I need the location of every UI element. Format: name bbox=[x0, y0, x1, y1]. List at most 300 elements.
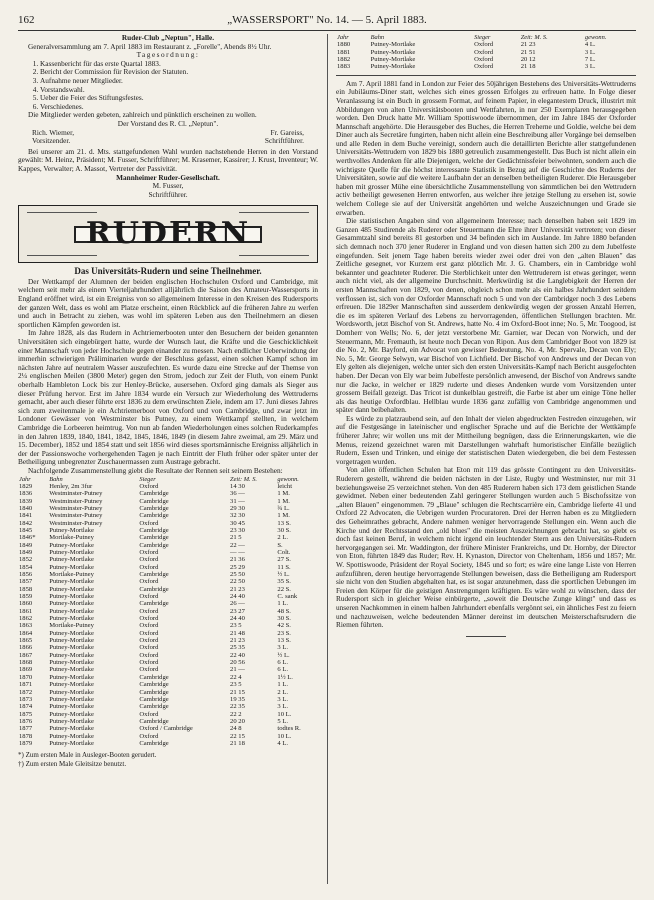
race-year: 1875 bbox=[19, 710, 33, 718]
race-course: Putney-Mortlake bbox=[49, 681, 94, 689]
race-time: 23 5 bbox=[230, 681, 242, 689]
race-margin: 6 L. bbox=[277, 659, 289, 667]
table-row bbox=[18, 622, 318, 629]
race-winner: Oxford bbox=[139, 519, 159, 527]
race-year: 1868 bbox=[19, 659, 33, 667]
club-title: Ruder-Club „Neptun", Halle. bbox=[121, 33, 215, 42]
race-year: 1859 bbox=[19, 593, 33, 601]
race-year: 1841 bbox=[19, 512, 33, 520]
race-time: 21 5 bbox=[230, 534, 242, 542]
race-course: Putney-Mortlake bbox=[49, 725, 94, 733]
agenda-item: 2. Bericht der Commission für Revision der Statuten. bbox=[40, 68, 318, 77]
race-year: 1829 bbox=[19, 482, 33, 490]
table-row bbox=[18, 512, 318, 519]
race-margin: 11 S. bbox=[277, 563, 291, 571]
race-course: Putney-Mortlake bbox=[370, 63, 416, 71]
race-time: 21 23 bbox=[230, 637, 245, 645]
race-margin: ½ L. bbox=[277, 571, 290, 578]
race-course: Putney-Mortlake bbox=[49, 637, 94, 645]
race-time: — — bbox=[230, 548, 245, 556]
race-year: 1852 bbox=[19, 556, 33, 564]
race-margin: 1 M. bbox=[277, 490, 290, 498]
race-year: 1882 bbox=[337, 56, 351, 64]
race-winner: Oxford bbox=[474, 48, 494, 56]
table-row bbox=[18, 711, 318, 718]
race-year: 1846* bbox=[19, 534, 36, 542]
race-margin: 1 L. bbox=[277, 600, 289, 608]
race-winner: Cambridge bbox=[139, 703, 169, 711]
agenda-item: 1. Kassenbericht für das erste Quartal 1883. bbox=[40, 60, 318, 69]
page-number: 162 bbox=[18, 14, 35, 26]
race-course: Westminster-Putney bbox=[49, 512, 103, 520]
race-margin: 6 L. bbox=[277, 666, 289, 674]
race-course: Putney-Mortlake bbox=[49, 548, 94, 556]
sig-right-name: Fr. Gareiss, bbox=[270, 127, 304, 137]
race-margin: 2 L. bbox=[277, 688, 289, 696]
race-winner: Oxford bbox=[139, 607, 159, 615]
board-line: Der Vorstand des R. Cl. „Neptun". bbox=[117, 118, 219, 128]
race-course: Putney-Mortlake bbox=[370, 48, 416, 56]
race-year: 1880 bbox=[337, 41, 351, 49]
race-year: 1874 bbox=[19, 703, 33, 711]
race-course: Henley, 2m 3fur bbox=[49, 482, 93, 490]
col-won-by: gewonn. bbox=[277, 475, 299, 483]
race-course: Putney-Mortlake bbox=[49, 629, 94, 637]
table-row bbox=[18, 520, 318, 527]
right-para-3: Es würde zu platzraubend sein, auf den Inhalt der vielen abgedruckten Festreden einzugehen, wir auf die Festgesänge in lateinischer und englischer Sprache und auf die Berichte der Wettkämpfe früherer Jahre; wir wollen uns mit der Mittheilung begnügen, dass die Erinnerungskarten, wie die Menus, reizend gezeichnet waren mit Darstellungen wahrhaft humoristischer Einfälle bezüglich Rudern, Essen und Trinken, und einige der statistischen Daten wiedergeben, die bei dem Festessen vorgetragen wurden. bbox=[336, 413, 636, 466]
race-winner: Oxford bbox=[139, 659, 159, 667]
race-margin: 48 S. bbox=[277, 607, 291, 615]
race-course: Putney-Mortlake bbox=[49, 585, 94, 593]
race-winner: Oxford bbox=[139, 637, 159, 645]
race-margin: 42 S. bbox=[277, 622, 291, 630]
race-year: 1865 bbox=[19, 637, 33, 645]
race-winner: Cambridge bbox=[139, 681, 169, 689]
race-winner: Cambridge bbox=[139, 600, 169, 608]
race-winner: Oxford bbox=[139, 482, 159, 490]
race-course: Putney-Mortlake bbox=[49, 556, 94, 564]
sig2-role: Schriftführer. bbox=[148, 189, 188, 199]
col-course: Bahn bbox=[370, 34, 385, 41]
race-margin: ¾ L. bbox=[277, 504, 290, 512]
race-time: 24 8 bbox=[230, 725, 242, 733]
race-course: Putney-Mortlake bbox=[49, 578, 94, 586]
race-winner: Oxford bbox=[139, 710, 159, 718]
race-margin: 30 S. bbox=[277, 526, 291, 534]
race-winner: Oxford bbox=[139, 593, 159, 601]
race-year: 1872 bbox=[19, 688, 33, 696]
race-margin: S. bbox=[277, 541, 283, 549]
race-course: Putney-Mortlake bbox=[49, 600, 94, 608]
race-year: 1870 bbox=[19, 673, 33, 681]
race-margin: 10 L. bbox=[277, 732, 292, 740]
race-time: 23 30 bbox=[230, 526, 245, 534]
race-winner: Oxford bbox=[474, 63, 494, 71]
race-time: 22 15 bbox=[230, 732, 245, 740]
table-row bbox=[18, 564, 318, 571]
race-rows bbox=[18, 483, 318, 747]
table-row bbox=[336, 56, 636, 63]
race-winner: Oxford bbox=[139, 622, 159, 630]
race-time: 21 36 bbox=[230, 556, 245, 564]
race-margin: 1 M. bbox=[277, 512, 290, 520]
table-row bbox=[18, 666, 318, 673]
race-time: 21 51 bbox=[520, 48, 536, 56]
col-winner: Sieger bbox=[139, 475, 156, 483]
race-year: 1878 bbox=[19, 732, 33, 740]
race-year: 1862 bbox=[19, 615, 33, 623]
race-margin: Colt. bbox=[277, 548, 291, 556]
table-row bbox=[18, 674, 318, 681]
race-time: 30 45 bbox=[230, 519, 245, 527]
col-year: Jahr bbox=[337, 34, 349, 41]
race-winner: Cambridge bbox=[139, 490, 169, 498]
agenda-heading: Tagesordnung: bbox=[136, 50, 200, 60]
right-column bbox=[336, 34, 636, 643]
race-course: Putney-Mortlake bbox=[49, 659, 94, 667]
race-margin: 13 S. bbox=[277, 637, 291, 645]
race-year: 1877 bbox=[19, 725, 33, 733]
race-time: 20 56 bbox=[230, 659, 245, 667]
race-course: Putney-Mortlake bbox=[370, 56, 416, 64]
table-row bbox=[18, 740, 318, 747]
footnote-2: †) Zum ersten Male Gleitsitze benutzt. bbox=[18, 759, 127, 768]
agenda-item: 5. Ueber die Feier des Stiftungsfestes. bbox=[40, 94, 318, 103]
race-margin: 5 L. bbox=[277, 717, 289, 725]
club-intro: Generalversammlung am 7. April 1883 im Restaurant z. „Forelle", Abends 8½ Uhr. bbox=[28, 41, 272, 51]
banner-ornament-left bbox=[27, 212, 97, 256]
race-margin: 22 S. bbox=[277, 585, 291, 593]
race-time: 21 23 bbox=[520, 41, 536, 49]
race-margin: todtes R. bbox=[277, 725, 301, 733]
race-winner: Oxford bbox=[139, 651, 159, 659]
race-winner: Cambridge bbox=[139, 571, 169, 578]
table-row bbox=[18, 637, 318, 644]
race-winner: Oxford bbox=[139, 732, 159, 740]
race-margin: 1½ L. bbox=[277, 673, 293, 681]
column-divider bbox=[327, 34, 328, 884]
race-time: 21 18 bbox=[230, 739, 245, 747]
right-para-1: Am 7. April 1881 fand in London zur Feier des 50jährigen Bestehens des Universitäts-Wettruderns ein Jubiläums-Diner statt, welches sich eines grossen Erfolges zu erfreuen hatte. In Folge dieser Veranlassung ist ein Buch in grossem Format, auf feinem Papier, in elegantestem Druck, illustrirt mit Abbildungen von alten Universitätsbooten und Wettfahrten, in nur 250 Exemplaren herausgegeben worden. Den Druck hatte Mr. William Spottiswoode übernommen, der im Jahre 1845 der Oxforder Mannschaft angehörte. Die Herausgeber des Buches, die Herren Treherne und Goldie, welche bei dem Diner auch als Secretäre fungirten, haben nicht allein eine Beschreibung aller Vorgänge bei demselben und alle Reden in dem Buche vereinigt, sondern auch die detaillirten Berichte aller stattgefundenen Universitäts-Wettrudern von 1829 bis 1880 getreulich zusammengestellt. Das Buch ist nicht allein ein werthvolles Andenken für alle Diejenigen, welche der Gedächtnissfeier beiwohnten, sondern auch die wichtigste Quelle für die höchst interessante Statistik in Bezug auf die Geschichte des Ruderns der Universitäten, sowie auf die weitere Laufbahn der an denselben betheiligten Ruderer. Die Herausgeber haben mit grosser Mühe eine übersichtliche Zusammenstellung von sämmtlichen bei den Wettrudern activ betheiligt gewesenen Herren entworfen, aus welcher ihre jetzige Stellung zu ersehen ist, sowie welchem College sie auf der Universität angehörten und welche Auszeichnungen und Grade sie erwarben. bbox=[336, 78, 636, 217]
race-year: 1863 bbox=[19, 622, 33, 630]
race-time: 21 23 bbox=[230, 585, 245, 593]
race-winner: Oxford bbox=[474, 41, 494, 49]
race-year: 1840 bbox=[19, 504, 33, 512]
footnote-1: *) Zum ersten Male in Ausleger-Booten gerudert. bbox=[18, 751, 157, 760]
agenda-list bbox=[18, 60, 318, 112]
race-year: 1866 bbox=[19, 644, 33, 652]
race-margin: 23 S. bbox=[277, 629, 291, 637]
race-course: Mortlake-Putney bbox=[49, 534, 94, 542]
race-course: Westminster-Putney bbox=[49, 504, 103, 512]
table-row bbox=[18, 498, 318, 505]
race-winner: Cambridge bbox=[139, 717, 169, 725]
table-row bbox=[18, 578, 318, 585]
race-winner: Cambridge bbox=[139, 534, 169, 542]
race-time: 24 40 bbox=[230, 615, 245, 623]
race-margin: 3 L. bbox=[584, 63, 596, 71]
col-time: Zeit: M. S. bbox=[520, 34, 548, 41]
table-row bbox=[18, 615, 318, 622]
table-row bbox=[18, 549, 318, 556]
table-row bbox=[336, 63, 636, 70]
article-para-1: Der Wettkampf der Alumnen der beiden englischen Hochschulen Oxford und Cambridge, mit welchem seit mehr als einem Vierteljahrhundert alljährlich die Saison des Amateur-Wassersports in England eröffnet wird, ist ein Ereigniss von so allgemeinem Interesse in den Kreisen des Rudersports der ganzen Welt, dass es wohl am Platze erscheint, einen Rückblick auf die früheren Jahre zu werfen und auch in Betracht zu ziehen, was wohl im späteren Leben aus den Theilnehmern an diesen sportlichen Kämpfen geworden ist. bbox=[18, 276, 318, 329]
table-row bbox=[336, 41, 636, 48]
race-time: 21 48 bbox=[230, 629, 245, 637]
race-course: Putney-Mortlake bbox=[49, 673, 94, 681]
race-margin: 30 S. bbox=[277, 615, 291, 623]
sig-right-role: Schriftführer. bbox=[264, 136, 304, 146]
race-time: 22 50 bbox=[230, 578, 245, 586]
race-course: Putney-Mortlake bbox=[49, 732, 94, 740]
right-para-2: Die statistischen Angaben sind von allgemeinem Interesse; nach denselben haben seit 1829 im Ganzen 485 Studirende als Ruderer oder Steuermann die Ehre ihrer Universität vertreten; von dieser Gesammtzahl sind bereits 81 gestorben und 34 befinden sich im Auslande. Im Jahre 1880 befanden sich demnach noch 370 jener Ruderer in England und von diesen hatten sich 200 zu dem Jubelfeste eingefunden. Seit jenem Tage haben bereits wieder zwei oder drei von den „alten Blauen" das Zeitliche gesegnet, vor Kurzem erst ganz plötzlich Mr. J. G. Chambers, ein in Cambridge wohl bekannter und geachteter Ruderer. Die Sterblichkeit unter den Wettruderern ist etwas geringer, wenn auch nicht viel, als der allgemeine Durchschnitt. Merkwürdig ist die Langlebigkeit der Herren der ersten Mannschaften von 1829, von denen, obgleich schon mehr als ein halbes Jahrhundert seitdem verflossen ist, sich von der Oxforder Mannschaft noch 5 und von der Cambridger noch 3 des Lebens erfreuen. Die 1829er Mannschaften sind ausserdem denkwürdig wegen der grossen Anzahl Herren, die es im späteren Verlauf des Lebens zu hervorragenden, öffentlichen Stellungen brachten. Mr. Wordsworth, jetzt Bischof von St. Andrews, hatte No. 4 im Oxford-Boot inne; No. 5, Mr. Toogood, ist Domherr von Wells; No. 6, der jetzt verstorbene Mr. Garnier, war Decan von Norwich, und der Steuermann, Mr. Fremauth, ist heute noch Decan von Ripon. Aus dem Cambridger Boot von 1829 ist die No. 2, Mr. Bayford, ein Advocat von gewisser Bedeutung, No. 4, Mr. Spervale, Decan von Ely; No. 5, Mr. George Selwyn, war Bischof von Lichfield. Der Bischof von Andrews und der Decan von Ely gelten als diejenigen, welche unter sich den ersten Universitäts-Kampf nach Bericht ausgefochten haben. Der Decan von Ely war beim Jubelfeste persönlich anwesend, der Bischof von Andrews sandte nur die Jacke, in welcher er 1829 ruderte und dieses Andenken wurde vom Vorsitzenden unter grossem Beifall gezeigt. Das Tricot ist dunkelblau gestreift, die Farbe ist aber um einige Töne heller als das heutige Oxfordblau. Hellblau wurde 1836 ganz zufällig von Cambridge angenommen und später dann beibehalten. bbox=[336, 216, 636, 415]
race-time: 29 30 bbox=[230, 504, 245, 512]
table-row bbox=[18, 659, 318, 666]
race-year: 1876 bbox=[19, 717, 33, 725]
race-winner: Oxford bbox=[139, 556, 159, 564]
table-header-row bbox=[18, 476, 318, 483]
race-winner: Oxford bbox=[139, 615, 159, 623]
table-row bbox=[18, 586, 318, 593]
race-winner: Oxford bbox=[139, 578, 159, 586]
race-year: 1857 bbox=[19, 578, 33, 586]
race-winner: Oxford / Cambridge bbox=[139, 725, 193, 733]
race-time: 31 — bbox=[230, 497, 245, 505]
race-year: 1858 bbox=[19, 585, 33, 593]
table-row bbox=[18, 703, 318, 710]
race-year: 1849 bbox=[19, 548, 33, 556]
race-course: Putney-Mortlake bbox=[49, 526, 94, 534]
article-para-3: Nachfolgende Zusammenstellung giebt die Resultate der Rennen seit seinem Bestehen: bbox=[28, 465, 283, 475]
race-course: Putney-Mortlake bbox=[49, 541, 94, 549]
race-time: 21 15 bbox=[230, 688, 245, 696]
race-time: 20 12 bbox=[520, 56, 536, 64]
race-margin: leicht bbox=[277, 482, 293, 490]
table-row bbox=[18, 527, 318, 534]
race-course: Putney-Mortlake bbox=[49, 593, 94, 601]
col-course: Bahn bbox=[49, 475, 63, 483]
col-time: Zeit: M. S. bbox=[230, 475, 258, 483]
table-row bbox=[18, 696, 318, 703]
race-year: 1881 bbox=[337, 48, 351, 56]
race-year: 1842 bbox=[19, 519, 33, 527]
race-year: 1879 bbox=[19, 739, 33, 747]
race-year: 1867 bbox=[19, 651, 33, 659]
table-row bbox=[18, 483, 318, 490]
agenda-item: 3. Aufnahme neuer Mitglieder. bbox=[40, 77, 318, 86]
race-year: 1869 bbox=[19, 666, 33, 674]
table-rule bbox=[336, 75, 636, 76]
race-margin: C. sank bbox=[277, 593, 298, 601]
race-year: 1836 bbox=[19, 490, 33, 498]
race-margin: 27 S. bbox=[277, 556, 291, 564]
race-course: Putney-Mortlake bbox=[49, 563, 94, 571]
race-winner: Oxford bbox=[139, 563, 159, 571]
race-course: Westminster-Putney bbox=[49, 490, 103, 498]
race-winner: Cambridge bbox=[139, 541, 169, 549]
page-header bbox=[18, 14, 636, 28]
race-time: 21 18 bbox=[520, 63, 536, 71]
race-margin: 10 L. bbox=[277, 710, 292, 718]
header-rule bbox=[18, 30, 636, 31]
race-margin: 7 L. bbox=[584, 56, 596, 64]
table-row bbox=[336, 49, 636, 56]
race-time: 23 5 bbox=[230, 622, 242, 630]
race-results-table-continued bbox=[336, 34, 636, 71]
race-year: 1860 bbox=[19, 600, 33, 608]
end-rule bbox=[466, 636, 506, 637]
race-course: Putney-Mortlake bbox=[49, 607, 94, 615]
race-course: Mortlake-Putney bbox=[49, 571, 94, 578]
right-para-4: Von allen öffentlichen Schulen hat Eton mit 119 das grösste Contingent zu den Universitäts-Ruderern gestellt, während die beiden nächsten in der Liste, Rugby und Westminster, nur mit 31 beziehungsweise 25 verzeichnet stehen. Von den 485 Ruderern haben sich 173 dem geistlichen Stande gewidmet. Neben einer bedeutenden Zahl geringerer Stellungen wurden auch 5 Bischofssitze von „alten Blauen" eingenommen. 79 „Blaue" schlugen die Rechtscarrière ein, Cambridge lieferte 41 und Oxford 22 Advocaten, die Uebrigen wurden Procuratoren. Drei der Herren haben es zu Mitgliedern des Geheimrathes gebracht, Andere nahmen weniger hervorragende Stellungen ein. Wenn auch die Kirche und der Rechtsstand den „old blues" die meisten Auszeichnungen gebracht hat, so giebt es doch fast keinen Beruf, in welchem nicht irgend ein leuchtender Stern aus den Universitäts-Rudern hervorgegangen sei. Mr. Waddington, der frühere Minister Frankreichs, und Dr. Hornby, der Director von Eton, führten 1849 das Ruder; Rev. H. Kynaston, Director von Cheltenham, 1856 und 1857; Mr. W. Spottiswoode, Präsident der Royal Society, 1845 und so fort; es wäre eine lange Liste von Herren aufzuführen, deren heutige hervorragende Stellungen beweisen, dass die Betheiligung am Rudersport sie nicht von den Studien abgehalten hat, es ist sogar anzunehmen, dass die sportlichen Uebungen im Freien den Körper für die geistigen Anstrengungen kräftigten. Es wäre wohl zu wünschen, dass der Rudersport sich in gleicher Weise einbürgerte, „soweit die Deutsche Zunge klingt" und dass es unseren Nachkommen in einem halben Jahrhundert ebenfalls vergönnt sei, ein ähnliches Fest zu feiern und nachzuweisen, welche bedeutenden Männer dereinst im deutschen Meisterschaftsrudern die Riemen führten. bbox=[336, 465, 636, 630]
race-course: Putney-Mortlake bbox=[49, 739, 94, 747]
article-title: Das Universitäts-Rudern und seine Theilnehmer. bbox=[74, 266, 262, 277]
table-row bbox=[18, 593, 318, 600]
race-results-table bbox=[18, 476, 318, 748]
race-time: 22 2 bbox=[230, 710, 242, 718]
race-time: 23 27 bbox=[230, 607, 245, 615]
rudern-banner bbox=[18, 205, 318, 263]
banner-word: RUDERN bbox=[74, 226, 262, 243]
race-winner: Oxford bbox=[139, 644, 159, 652]
table-row bbox=[18, 608, 318, 615]
sig-left-role: Vorsitzender. bbox=[32, 136, 71, 146]
race-course: Putney-Mortlake bbox=[49, 644, 94, 652]
race-course: Westminster-Putney bbox=[49, 519, 103, 527]
race-course: Putney-Mortlake bbox=[49, 703, 94, 711]
race-margin: 1 L. bbox=[277, 681, 289, 689]
race-time: 21 — bbox=[230, 666, 245, 674]
race-margin: 13 S. bbox=[277, 519, 291, 527]
race-time: 32 30 bbox=[230, 512, 245, 520]
table-row bbox=[18, 725, 318, 732]
table-row bbox=[18, 652, 318, 659]
race-winner: Oxford bbox=[139, 666, 159, 674]
agenda-item: 4. Vorstandswahl. bbox=[40, 86, 318, 95]
race-time: 20 20 bbox=[230, 717, 245, 725]
table-header-row bbox=[336, 34, 636, 41]
race-winner: Cambridge bbox=[139, 512, 169, 520]
race-time: 25 35 bbox=[230, 644, 245, 652]
society-name: Mannheimer Ruder-Gesellschaft. bbox=[116, 172, 220, 182]
election-text: Bei unserer am 21. d. Mts. stattgefundenen Wahl wurden nachstehende Herren in den Vorstand gewählt: M. Heinz, Präsident; M. Fusser, Schriftführer; M. Krasemer, Kassirer; J. Krust, Inventeur; W. Kappes, Verwalter; A. Massot, Vertreter der Passivität. bbox=[18, 146, 318, 173]
table-row bbox=[18, 571, 318, 578]
race-winner: Cambridge bbox=[139, 673, 169, 681]
race-time: 19 35 bbox=[230, 695, 245, 703]
table-row bbox=[18, 733, 318, 740]
race-winner: Cambridge bbox=[139, 504, 169, 512]
race-time: 36 — bbox=[230, 490, 245, 498]
race-course: Putney-Mortlake bbox=[49, 695, 94, 703]
race-course: Putney-Mortlake bbox=[370, 41, 416, 49]
race-winner: Cambridge bbox=[139, 739, 169, 747]
race-course: Putney-Mortlake bbox=[49, 717, 94, 725]
race-winner: Oxford bbox=[474, 56, 494, 64]
race-year: 1854 bbox=[19, 563, 33, 571]
race-year: 1873 bbox=[19, 695, 33, 703]
col-winner: Sieger bbox=[474, 34, 491, 41]
race-margin: 2 L. bbox=[277, 534, 289, 542]
race-margin: 1 M. bbox=[277, 497, 290, 505]
race-year: 1845 bbox=[19, 526, 33, 534]
table-row bbox=[18, 681, 318, 688]
agenda-item: 6. Verschiedenes. bbox=[40, 103, 318, 112]
banner-ornament-right bbox=[239, 212, 309, 256]
left-column bbox=[18, 34, 318, 768]
race-margin: 4 L. bbox=[584, 41, 596, 49]
race-margin: 3 L. bbox=[277, 703, 289, 711]
race-time: 24 40 bbox=[230, 593, 245, 601]
table-row bbox=[18, 534, 318, 541]
col-won-by: gewonn. bbox=[584, 34, 607, 41]
race-course: Putney-Mortlake bbox=[49, 688, 94, 696]
race-margin: 3 L. bbox=[584, 48, 596, 56]
sig-left-name: Rich. Wiemer, bbox=[32, 127, 75, 137]
race-winner: Oxford bbox=[139, 629, 159, 637]
race-margin: ½ L. bbox=[277, 651, 290, 659]
race-margin: 35 S. bbox=[277, 578, 291, 586]
race-course: Putney-Mortlake bbox=[49, 651, 94, 659]
race-course: Putney-Mortlake bbox=[49, 710, 94, 718]
race-year: 1839 bbox=[19, 497, 33, 505]
table-row bbox=[18, 644, 318, 651]
race-course: Mortlake-Putney bbox=[49, 622, 94, 630]
col-year: Jahr bbox=[19, 475, 31, 483]
race-year: 1849 bbox=[19, 541, 33, 549]
signature-roles bbox=[18, 137, 318, 146]
table-row bbox=[18, 718, 318, 725]
table-row bbox=[18, 542, 318, 549]
race-time: 22 40 bbox=[230, 651, 245, 659]
race-time: 22 35 bbox=[230, 703, 245, 711]
race-margin: 3 L. bbox=[277, 695, 289, 703]
sig2-name: M. Fusser, bbox=[152, 181, 184, 191]
race-winner: Cambridge bbox=[139, 688, 169, 696]
race-course: Putney-Mortlake bbox=[49, 615, 94, 623]
race-winner: Cambridge bbox=[139, 585, 169, 593]
table-row bbox=[18, 556, 318, 563]
race-course: Putney-Mortlake bbox=[49, 666, 94, 674]
race-winner: Cambridge bbox=[139, 695, 169, 703]
race-time: 25 29 bbox=[230, 563, 245, 571]
race-winner: Oxford bbox=[139, 548, 159, 556]
article-para-2: Im Jahre 1828, als das Rudern in Achtriemerbooten unter den Besuchern der beiden genannten Universitäten sich eingebürgert hatte, wurde der Wunsch laut, die Kräfte und die Geschicklichkeit einer Mannschaft von jeder Hochschule gegen einander zu messen. Nach endlicher Ueberwindung der immerhin schwierigen Präliminarien wurde der Beschluss gefasst, einen solchen Kampf schon im nächsten Jahre auf neutralem Wasser auszufechten. Es wurde dazu eine Strecke auf der Themse von 2¼ englischen Meilen (3800 Meter) gegen den Strom, jedoch zur Zeit der Fluth, von einem Punkt oberhalb Hambleton Lock bis zur Henley-Brücke, ausersehen. Oxford ging damals als Sieger aus dieser Prüfung hervor. Erst im Jahre 1834 wurde ein Versuch zur Wiederholung des Wettruderns gemacht, aber auch dieser führte erst 1836 zu dem erwünschten Ziele, indem am 17. Juni dieses Jahres sich zum zweitenmale je ein Achtriemerboot von Oxford und von Cambridge, und zwar jetzt im Londoner Gewässer von Westminster bis Putney, zu einem Wettkampf stellten, in welchem Cambridge die Lorbeeren heimtrug. Von nun ab fanden Wiederholungen eines solchen Ruderkampfes in den Jahren 1839, 1840, 1841, 1842, 1845, 1846, 1849 (in diesem Jahre zweimal, am 29. März und 15. December), 1852 und 1854 statt und seit 1856 wird dieses sportsmännische Ereigniss alljährlich in der der Passionswoche vorhergehenden Tagen je nach Eintritt der Fluth früher oder später unter der Betheiligung unbegrenzter Zuschauermassen zum Austrage gebracht. bbox=[18, 328, 318, 467]
race-year: 1871 bbox=[19, 681, 33, 689]
table-row bbox=[18, 505, 318, 512]
race-winner: Cambridge bbox=[139, 497, 169, 505]
race-time: 14 30 bbox=[230, 482, 245, 490]
race-margin: 3 L. bbox=[277, 644, 289, 652]
table-row bbox=[18, 630, 318, 637]
table-row bbox=[18, 490, 318, 497]
race-year: 1861 bbox=[19, 607, 33, 615]
table-row bbox=[18, 600, 318, 607]
race-winner: Cambridge bbox=[139, 526, 169, 534]
race-year: 1864 bbox=[19, 629, 33, 637]
race-year: 1856 bbox=[19, 571, 33, 578]
table-row bbox=[18, 689, 318, 696]
race-course: Westminster-Putney bbox=[49, 497, 103, 505]
race-time: 22 — bbox=[230, 541, 245, 549]
race-rows bbox=[336, 41, 636, 70]
race-time: 22 4 bbox=[230, 673, 242, 681]
race-time: 25 50 bbox=[230, 571, 245, 578]
race-margin: 4 L. bbox=[277, 739, 289, 747]
race-time: 26 — bbox=[230, 600, 245, 608]
club-closing: Die Mitglieder werden gebeten, zahlreich und pünktlich erscheinen zu wollen. bbox=[28, 110, 257, 120]
race-year: 1883 bbox=[337, 63, 351, 71]
running-title: „WASSERSPORT" No. 14. — 5. April 1883. bbox=[227, 14, 427, 26]
